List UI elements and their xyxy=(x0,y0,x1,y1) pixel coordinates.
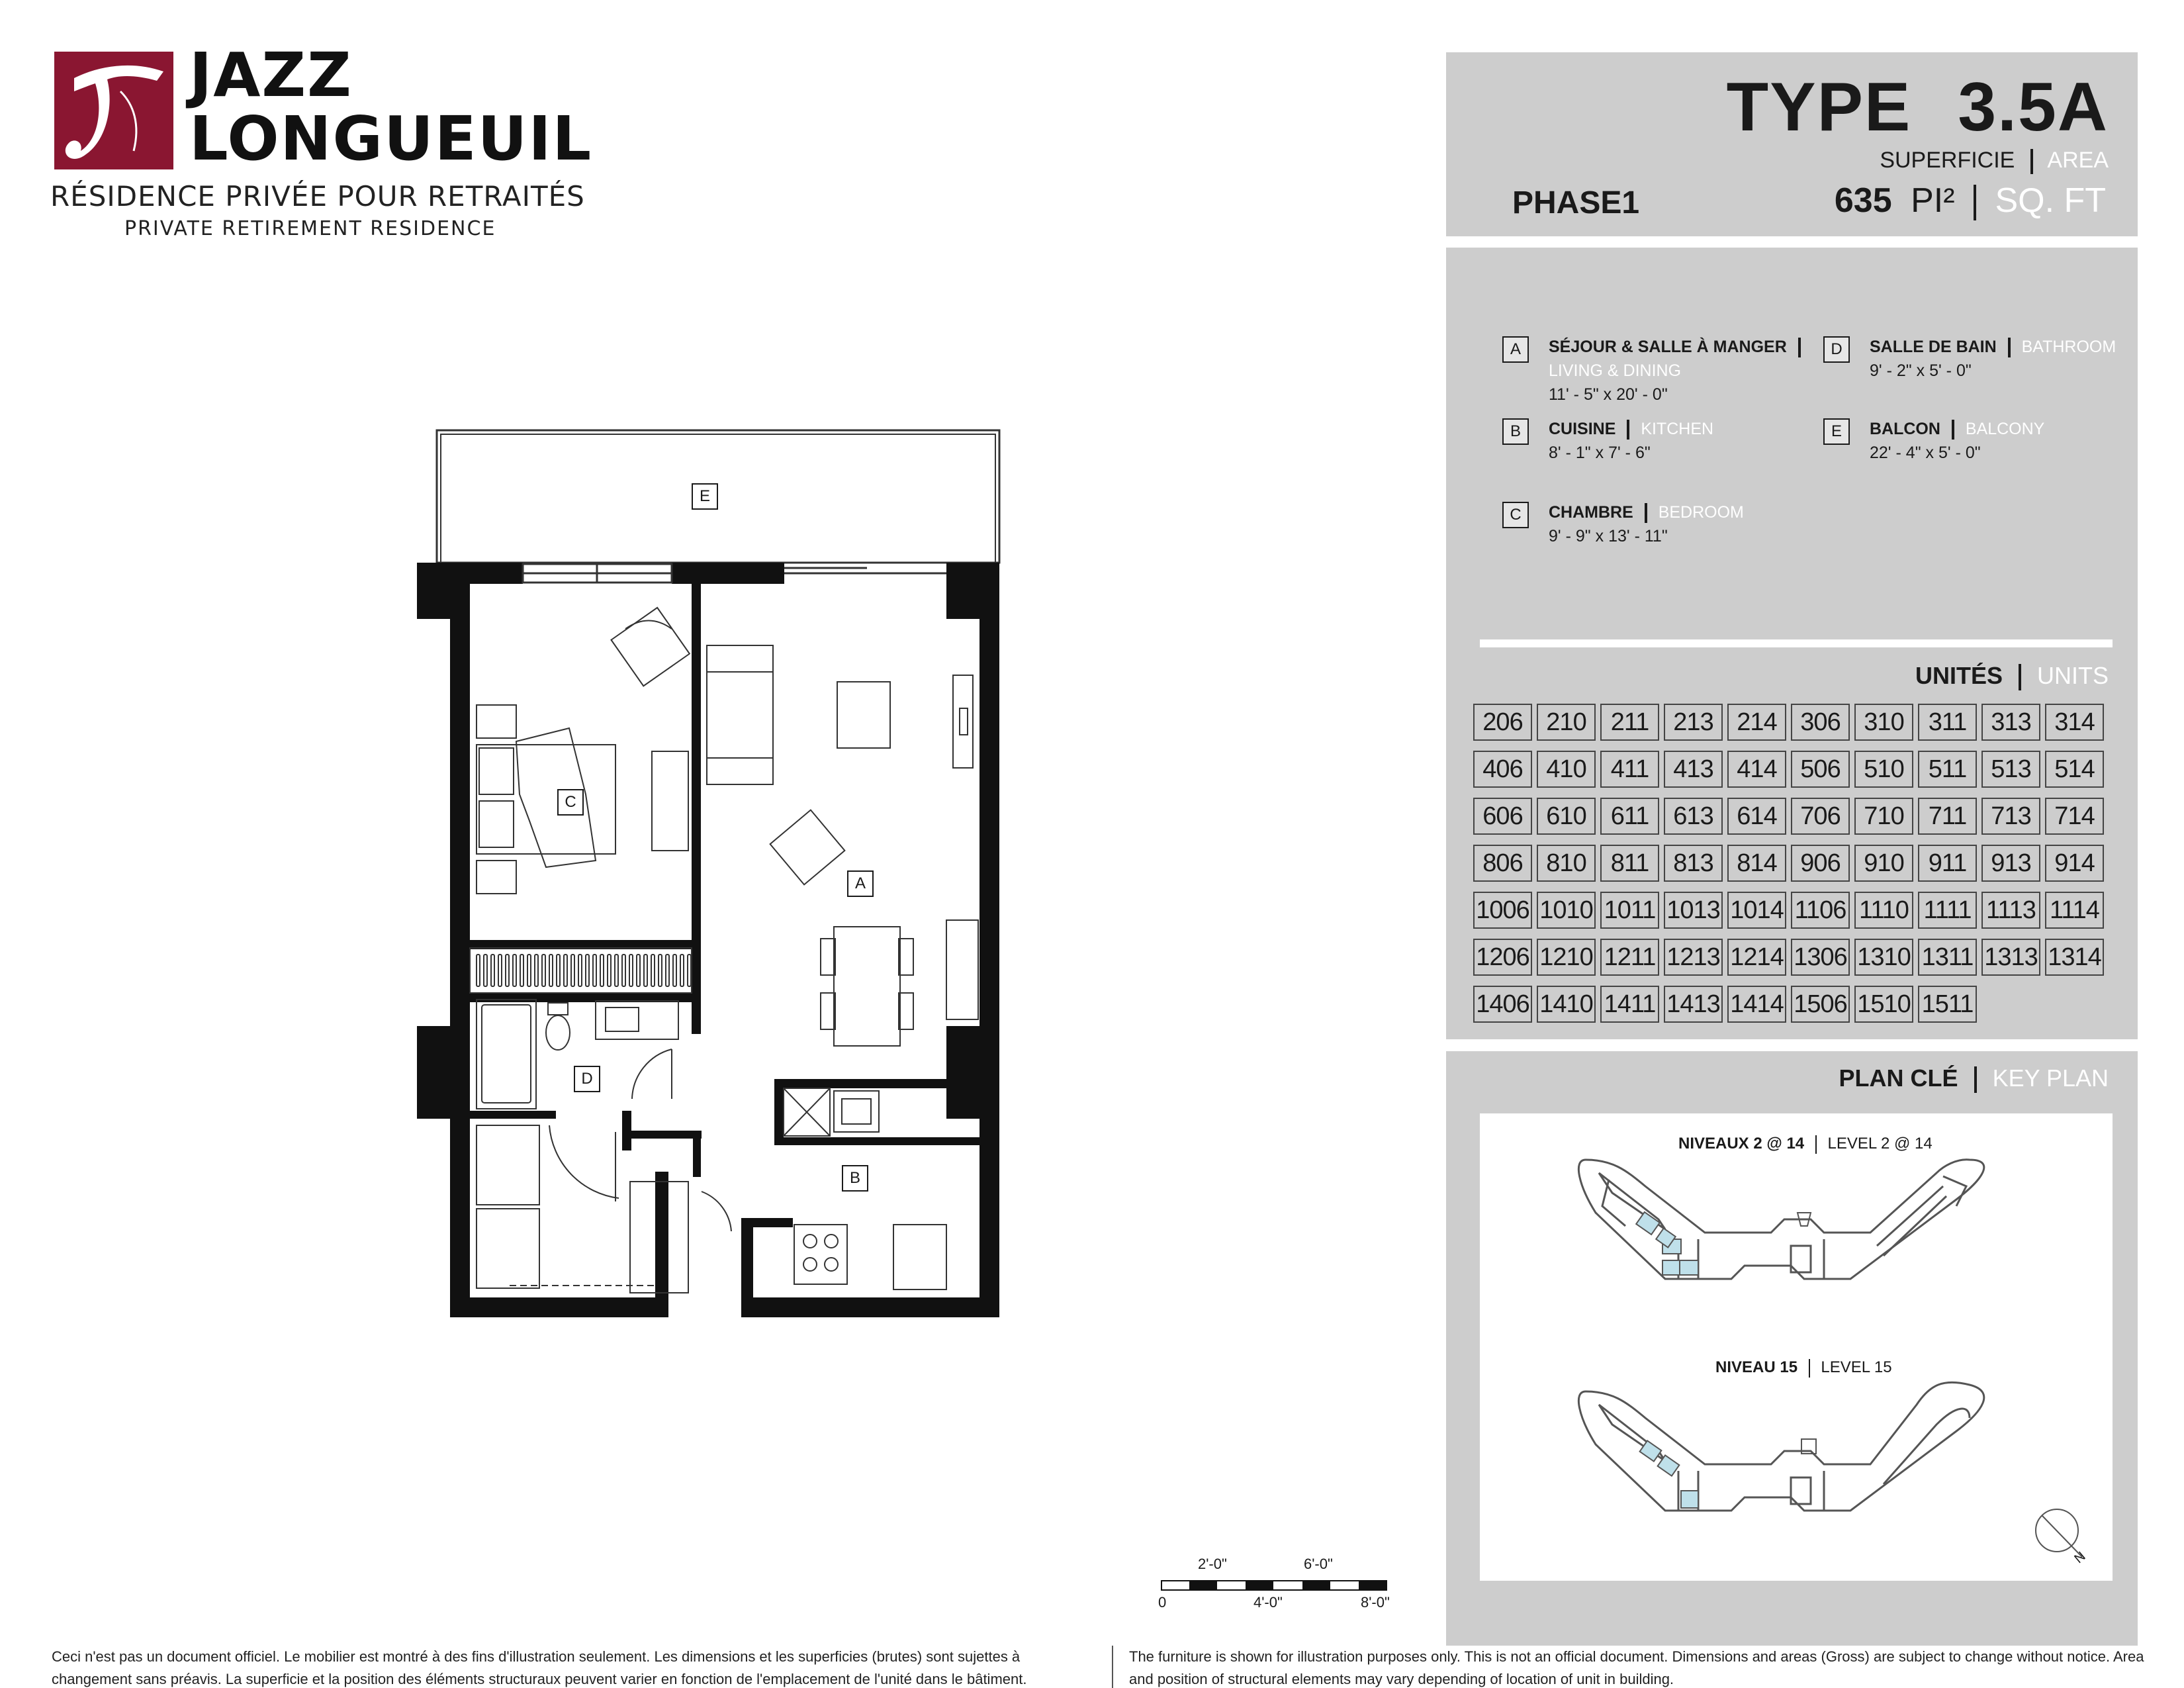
unit-number: 1111 xyxy=(1918,892,1977,929)
highlight-unit xyxy=(1662,1260,1681,1275)
unit-number: 1114 xyxy=(2045,892,2104,929)
room-name-fr: CHAMBRE xyxy=(1549,503,1633,522)
unit-number: 1210 xyxy=(1537,939,1596,976)
plan-tag-bathroom: D xyxy=(574,1066,600,1092)
scale-label: 2'-0" xyxy=(1198,1556,1227,1572)
unit-number: 710 xyxy=(1854,798,1913,835)
room-dimensions: 9' - 9" x 13' - 11" xyxy=(1549,527,1668,545)
room-letter: B xyxy=(1502,418,1529,445)
unit-number: 1410 xyxy=(1537,986,1596,1023)
unit-number: 910 xyxy=(1854,845,1913,882)
room-letter: D xyxy=(1823,336,1850,363)
room-name-en: BALCONY xyxy=(1965,420,2045,438)
unit-number: 1313 xyxy=(1981,939,2040,976)
room-dimensions: 11' - 5" x 20' - 0" xyxy=(1549,385,1668,404)
key-plan-drawing xyxy=(1480,1113,2113,1581)
area-label-fr: SUPERFICIE xyxy=(1880,148,2015,173)
logo-subtitle-en: PRIVATE RETIREMENT RESIDENCE xyxy=(124,217,496,240)
room-dimensions: 22' - 4" x 5' - 0" xyxy=(1870,444,1981,462)
unit-number: 311 xyxy=(1918,704,1977,741)
north-arrow-icon xyxy=(2036,1509,2082,1557)
unit-number: 711 xyxy=(1918,798,1977,835)
section-divider xyxy=(1480,639,2113,647)
disclaimer-fr: Ceci n'est pas un document officiel. Le mobilier est montré à des fins d'illustration seulement. Les dimensions et les superficies (brutes) sont sujettes à changement sans préavis. La superficie et la position des éléments structuraux peuvent varier en fonction de l'emplacement de l'unité dans le bâtiment. xyxy=(52,1648,1027,1687)
units-heading xyxy=(1915,662,2109,690)
area-label-en: AREA xyxy=(2047,148,2109,173)
units-heading-en: UNITS xyxy=(2037,662,2109,689)
key-plan-heading xyxy=(1839,1064,2109,1093)
room-name-fr: CUISINE xyxy=(1549,420,1616,438)
room-name-fr: SÉJOUR & SALLE À MANGER xyxy=(1549,338,1787,356)
level-label-fr: NIVEAU 15 xyxy=(1715,1358,1798,1376)
balcony xyxy=(437,430,999,563)
plan-tag-living: A xyxy=(847,870,874,897)
unit-type-title xyxy=(1727,68,2109,147)
unit-number: 1413 xyxy=(1664,986,1723,1023)
units-heading-fr: UNITÉS xyxy=(1915,662,2003,689)
unit-number: 410 xyxy=(1537,751,1596,788)
room-name-en: LIVING & DINING xyxy=(1549,361,1682,380)
logo-mark-icon xyxy=(54,52,173,169)
room-dimensions: 8' - 1" x 7' - 6" xyxy=(1549,444,1651,462)
floor-plan-drawing xyxy=(371,397,1099,1324)
interior-walls xyxy=(470,584,979,1227)
unit-number: 1110 xyxy=(1854,892,1913,929)
unit-number: 1011 xyxy=(1600,892,1659,929)
divider xyxy=(2030,149,2033,174)
unit-number: 1010 xyxy=(1537,892,1596,929)
unit-number: 806 xyxy=(1473,845,1532,882)
unit-number: 713 xyxy=(1981,798,2040,835)
unit-number: 814 xyxy=(1727,845,1786,882)
living-furniture xyxy=(707,645,978,1046)
unit-number: 1113 xyxy=(1981,892,2040,929)
unit-number: 506 xyxy=(1791,751,1850,788)
room-letter: C xyxy=(1502,502,1529,528)
highlight-unit xyxy=(1636,1212,1660,1235)
room-name-en: BATHROOM xyxy=(2021,338,2116,356)
unit-number: 914 xyxy=(2045,845,2104,882)
unit-number: 1414 xyxy=(1727,986,1786,1023)
units-grid xyxy=(1473,704,2104,1023)
unit-number: 714 xyxy=(2045,798,2104,835)
key-plan-heading-fr: PLAN CLÉ xyxy=(1839,1064,1958,1092)
unit-number: 611 xyxy=(1600,798,1659,835)
unit-number: 214 xyxy=(1727,704,1786,741)
unit-number: 1310 xyxy=(1854,939,1913,976)
unit-number: 314 xyxy=(2045,704,2104,741)
key-plan-heading-en: KEY PLAN xyxy=(1992,1064,2109,1092)
unit-number: 1506 xyxy=(1791,986,1850,1023)
unit-number: 1013 xyxy=(1664,892,1723,929)
room-name-en: BEDROOM xyxy=(1658,503,1744,522)
phase-label: PHASE1 xyxy=(1512,185,1640,220)
scale-label: 4'-0" xyxy=(1253,1594,1283,1611)
floor-plan xyxy=(371,397,1099,1324)
disclaimer-en: The furniture is shown for illustration purposes only. This is not an official document. Dimensions and areas (Gross) are subject to change without notice. Area and position of structural elements may vary depending of location of unit in building. xyxy=(1129,1648,2144,1687)
level-label-en: LEVEL 15 xyxy=(1821,1358,1892,1376)
unit-number: 810 xyxy=(1537,845,1596,882)
room-name-en: KITCHEN xyxy=(1641,420,1714,438)
unit-number: 1511 xyxy=(1918,986,1977,1023)
divider xyxy=(1974,185,1976,220)
plan-tag-kitchen: B xyxy=(842,1165,868,1192)
unit-number: 1014 xyxy=(1727,892,1786,929)
unit-number: 1006 xyxy=(1473,892,1532,929)
unit-number: 413 xyxy=(1664,751,1723,788)
logo-subtitle-fr: RÉSIDENCE PRIVÉE POUR RETRAITÉS xyxy=(50,180,585,212)
room-letter: A xyxy=(1502,336,1529,363)
highlight-unit xyxy=(1640,1440,1662,1461)
plan-tag-balcony: E xyxy=(692,483,718,510)
north-label: N xyxy=(2071,1549,2089,1567)
unit-number: 211 xyxy=(1600,704,1659,741)
unit-number: 310 xyxy=(1854,704,1913,741)
unit-number: 306 xyxy=(1791,704,1850,741)
scale-label: 8'-0" xyxy=(1361,1594,1390,1611)
unit-number: 513 xyxy=(1981,751,2040,788)
scale-label: 0 xyxy=(1158,1594,1167,1611)
closet-slats xyxy=(470,948,692,993)
unit-number: 210 xyxy=(1537,704,1596,741)
unit-number: 906 xyxy=(1791,845,1850,882)
unit-number: 1214 xyxy=(1727,939,1786,976)
unit-number: 213 xyxy=(1664,704,1723,741)
unit-number: 706 xyxy=(1791,798,1850,835)
room-name-fr: SALLE DE BAIN xyxy=(1870,338,1997,356)
unit-number: 1106 xyxy=(1791,892,1850,929)
room-letter: E xyxy=(1823,418,1850,445)
area-value xyxy=(1835,181,2106,220)
level-label-fr: NIVEAUX 2 @ 14 xyxy=(1678,1135,1805,1152)
scale-label: 6'-0" xyxy=(1304,1556,1333,1572)
scale-bar xyxy=(1158,1556,1396,1615)
unit-number: 1314 xyxy=(2045,939,2104,976)
unit-number: 911 xyxy=(1918,845,1977,882)
unit-number: 606 xyxy=(1473,798,1532,835)
plan-tag-bedroom: C xyxy=(557,789,584,816)
area-label xyxy=(1880,148,2109,174)
highlight-unit xyxy=(1680,1260,1698,1275)
unit-number: 613 xyxy=(1664,798,1723,835)
unit-number: 1411 xyxy=(1600,986,1659,1023)
unit-number: 1311 xyxy=(1918,939,1977,976)
unit-number: 313 xyxy=(1981,704,2040,741)
unit-number: 1213 xyxy=(1664,939,1723,976)
area-unit-fr: PI² xyxy=(1911,181,1955,220)
divider xyxy=(1112,1646,1113,1688)
unit-number: 510 xyxy=(1854,751,1913,788)
unit-number: 511 xyxy=(1918,751,1977,788)
unit-number: 1510 xyxy=(1854,986,1913,1023)
type-value: 3.5A xyxy=(1958,69,2109,146)
area-number: 635 xyxy=(1834,181,1892,220)
room-name-fr: BALCON xyxy=(1870,420,1940,438)
room-dimensions: 9' - 2" x 5' - 0" xyxy=(1870,361,1972,380)
unit-number: 1306 xyxy=(1791,939,1850,976)
area-unit-en: SQ. FT xyxy=(1995,181,2106,220)
unit-number: 614 xyxy=(1727,798,1786,835)
unit-number: 411 xyxy=(1600,751,1659,788)
unit-number: 913 xyxy=(1981,845,2040,882)
unit-number: 1211 xyxy=(1600,939,1659,976)
logo xyxy=(49,40,593,248)
type-label: TYPE xyxy=(1726,69,1912,146)
unit-number: 610 xyxy=(1537,798,1596,835)
bathroom-fixtures xyxy=(477,1000,678,1109)
unit-number: 1206 xyxy=(1473,939,1532,976)
unit-number: 206 xyxy=(1473,704,1532,741)
unit-number: 1406 xyxy=(1473,986,1532,1023)
logo-name: JAZZ LONGUEUIL xyxy=(189,40,593,174)
unit-number: 406 xyxy=(1473,751,1532,788)
building-outline-level-15 xyxy=(1578,1382,1983,1511)
highlight-unit xyxy=(1681,1491,1698,1508)
key-plan-box xyxy=(1480,1113,2113,1581)
unit-number: 514 xyxy=(2045,751,2104,788)
unit-number: 414 xyxy=(1727,751,1786,788)
type-panel xyxy=(1446,52,2138,236)
level-label-en: LEVEL 2 @ 14 xyxy=(1827,1135,1933,1152)
unit-number: 811 xyxy=(1600,845,1659,882)
unit-number: 813 xyxy=(1664,845,1723,882)
bedroom-furniture xyxy=(477,608,690,894)
